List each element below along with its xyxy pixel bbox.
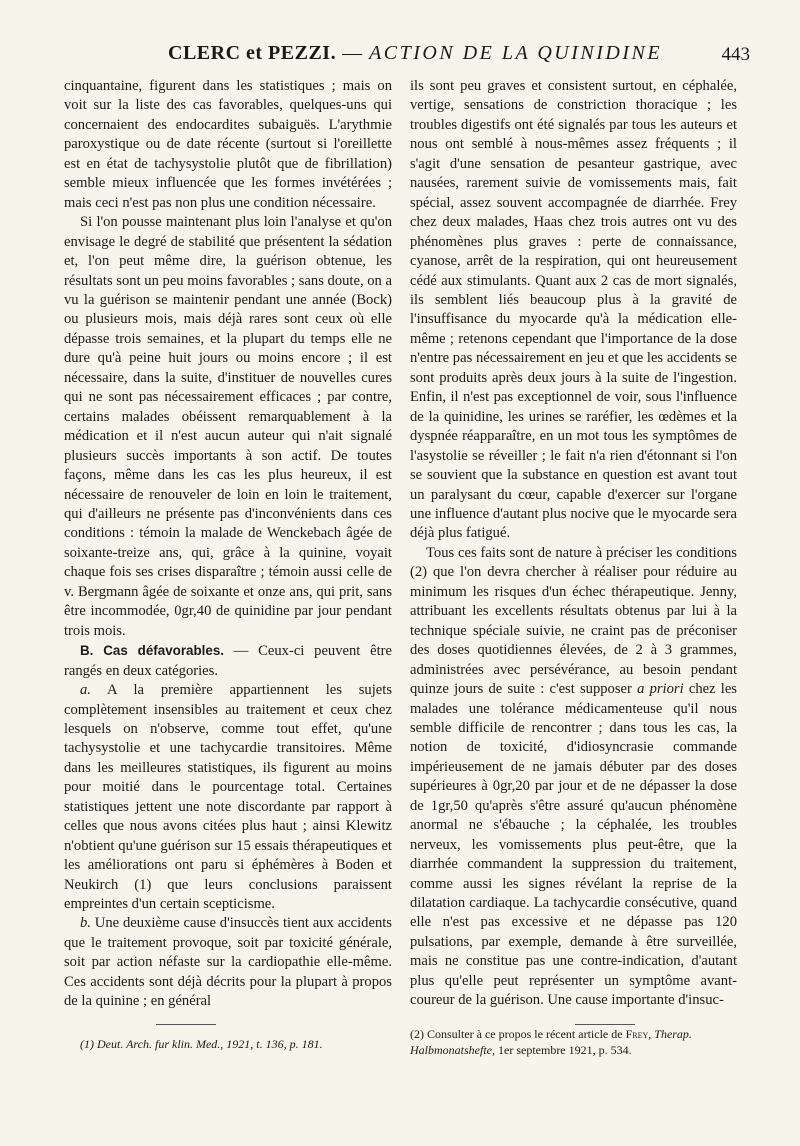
left-paragraph-2-text: Si l'on pousse maintenant plus loin l'analyse et qu'on envisage le degré de stabilité que présentent la sédation et, l'on peut même dire, la guérison obtenue, les résultats sont un peu moins favorables ; sans doute, on a vu la guérison se maintenir pendant une année (Bock) ou plusieurs mois, mais déjà rares sont ceux où elle dépasse trois semaines, et la plupart du temps elle ne dure qu'à peine huit jours ou moins encore ; il est nécessaire, dans la suite, d'instituer de nouvelles cures qui ne sont pas nécessairement efficaces ; par contre, certains malades obéissent remarquablement à la médication et il n'est aucun auteur qui n'ait signalé plusieurs succès importants à son actif. De toutes façons, même dans les cas les plus heureux, il est nécessaire de renouveler de loin en loin le traitement, qui d'ailleurs ne présente pas d'inconvénients dans ces conditions : témoin la malade de Wenckebach âgée de soixante-treize ans, qui, grâce à la quinine, voyait chaque fois ses crises disparaître ; témoin aussi celle de v. Bergmann âgée de soixante et onze ans, qui prit, sans être incommodée, — [64, 214, 392, 620]
left-paragraph-2-end: de quinidine par jour pendant trois mois. — [64, 603, 392, 639]
right-paragraph-2-mid: chez les malades une tolérance médicamenteuse qu'il nous semble difficile de rencontrer ; dans tous les cas, la notion de toxicité, d'idiosyncrasie commande impérieusement de ne jamais débuter par des doses supérieures à — [410, 681, 737, 795]
footnote-2: (2) Consulter à ce propos le récent article de Frey, Therap. Halbmonatshefte, 1er septembre 1921, p. 534. — [410, 1027, 692, 1057]
dose-min: 0gr,20 — [492, 778, 530, 795]
right-paragraph-2-mid2: par jour et de ne dépasser la dose de — [410, 778, 738, 814]
footnote-2-journal: Therap. Halbmonatshefte, — [410, 1027, 692, 1057]
right-paragraph-2 — [410, 544, 737, 1011]
page-number: 443 — [721, 44, 750, 65]
left-paragraph-1: cinquantaine, figurent dans les statistiques ; mais on voit sur la liste des cas favorables, quelques-uns qui concernaient des endocardites subaiguës. L'arythmie paroxystique ou de date récente (surtout si l'oreillette est en état de tachysystolie plutôt que de fibrillation) semble mieux influencée que les formes invétérées ; mais ceci n'est pas non plus une condition nécessaire. — [64, 78, 392, 211]
header-title: ACTION DE LA QUINIDINE — [369, 42, 663, 64]
footnote-2-author: Frey — [625, 1027, 649, 1041]
right-column — [410, 77, 737, 1011]
left-paragraph-2 — [64, 213, 392, 641]
left-column — [64, 77, 392, 1012]
right-paragraph-1: ils sont peu graves et consistent surtout, en céphalée, vertige, sensations de constriction thoracique ; les troubles digestifs ont été signalés par tous les auteurs et nous ont semblé à nous-mêmes assez fréquents ; il s'agit d'une sensation de pesanteur gastrique, avec nausées, rarement suivie de vomissements mais, fait spécial, assez souvent accompagnée de diarrhée. Frey chez deux malades, Haas chez trois autres ont vu des phénomènes plus graves : perte de connaissance, cyanose, arrêt de la respiration, qui ont heureusement cédé aux stimulants. Quant aux 2 cas de mort signalés, ils semblent liés beaucoup plus à la gravité de l'insuffisance du myocarde qu'à la médication elle-même ; retenons cependant que l'importance de la dose n'entre pas nécessairement en jeu et que les accidents se sont produits après deux jours à la suite de l'ingestion. Enfin, il n'est pas exceptionnel de voir, sous l'influence de la quinidine, les urines se raréfier, les œdèmes et la dyspnée réapparaître, en un mot tous les symptômes de l'asystolie se réveiller ; le fait n'a rien d'étonnant si l'on se souvient que la substance en question est avant tout un paralysant du cœur, capable d'exercer sur l'organe une influence d'autant plus nocive que le myocarde sera déjà plus fatigué. — [410, 78, 737, 542]
running-title — [168, 42, 662, 65]
dose-max: 1gr,50 — [430, 797, 468, 814]
footnote-rule-left — [156, 1024, 216, 1025]
right-paragraph-2-end: qu'après s'être assuré qu'aucun phénomène anormal ne s'ébauche ; la céphalée, les troubles nerveux, les vomissements plus peut-être, que la diarrhée commandent la suppression du traitement, comme aussi les signes révélant la reprise de la dilatation cardiaque. La tachycardie consécutive, quand elle n'est pas excessive et ne dépasse pas 120 pulsations, par exemple, demande à être surveillée, mais ne constitue pas une contre-indication, d'autant plus qu'elle peut représenter un symptôme avant-coureur de la guérison. Une cause importante d'insuc- — [410, 797, 737, 1009]
item-marker-b: b. — [80, 915, 91, 932]
item-marker-a: a. — [80, 682, 91, 699]
footnote-1: (1) Deut. Arch. fur klin. Med., 1921, t. 136, p. 181. — [80, 1037, 323, 1051]
left-paragraph-5 — [64, 914, 392, 1011]
footnote-rule-right — [575, 1024, 635, 1025]
right-paragraph-2-start: Tous ces faits sont de nature à préciser les conditions (2) que l'on devra chercher à réaliser pour réduire au minimum les risques d'un échec thérapeutique. Jenny, attribuant les excellents résultats obtenus par lui à la technique spéciale suivie, ne craint pas de préconiser des doses quotidiennes élevées, de 2 à 3 grammes, administrées avec persévérance, au besoin pendant quinze jours de suite : c'est supposer — [410, 544, 737, 698]
left-paragraph-3 — [64, 641, 392, 681]
apriori-phrase: a priori — [637, 681, 684, 698]
left-paragraph-3-text: — Ceux-ci peuvent être rangés en deux catégories. — [64, 643, 392, 679]
section-heading: B. Cas défavorables. — [80, 643, 224, 659]
header-authors: CLERC et PEZZI. — [168, 42, 337, 64]
footnote-2-text: (2) Consulter à ce propos le récent article de — [410, 1027, 626, 1041]
running-header — [60, 42, 750, 72]
header-dash: — — [336, 42, 370, 64]
left-paragraph-4 — [64, 681, 392, 914]
left-paragraph-4-text: A la première appartiennent les sujets complètement insensibles au traitement et ceux chez lesquels on n'observe, comme tout effet, qu'une tachysystolie et une tachycardie transitoires. Même dans les meilleures statistiques, ils figurent au moins pour moitié dans le pourcentage total. Certaines statistiques jettent une note discordante par rapport à celles que nous avons citées plus haut ; ainsi Klewitz n'obtient qu'une guérison sur 15 essais thérapeutiques et les améliorations ont paru si éphémères à Boden et Neukirch (1) que leurs conclusions paraissent empreintes d'un certain scepticisme. — [64, 682, 392, 913]
footnote-2-end: 1er septembre 1921, p. 534. — [495, 1043, 632, 1057]
dose-value: 0gr,40 — [174, 603, 212, 620]
left-paragraph-5-text: Une deuxième cause d'insuccès tient aux accidents que le traitement provoque, soit par toxicité générale, soit par action néfaste sur la cardiopathie elle-même. Ces accidents sont déjà décrits pour la plupart à propos de la quinine ; en général — [64, 915, 392, 1010]
